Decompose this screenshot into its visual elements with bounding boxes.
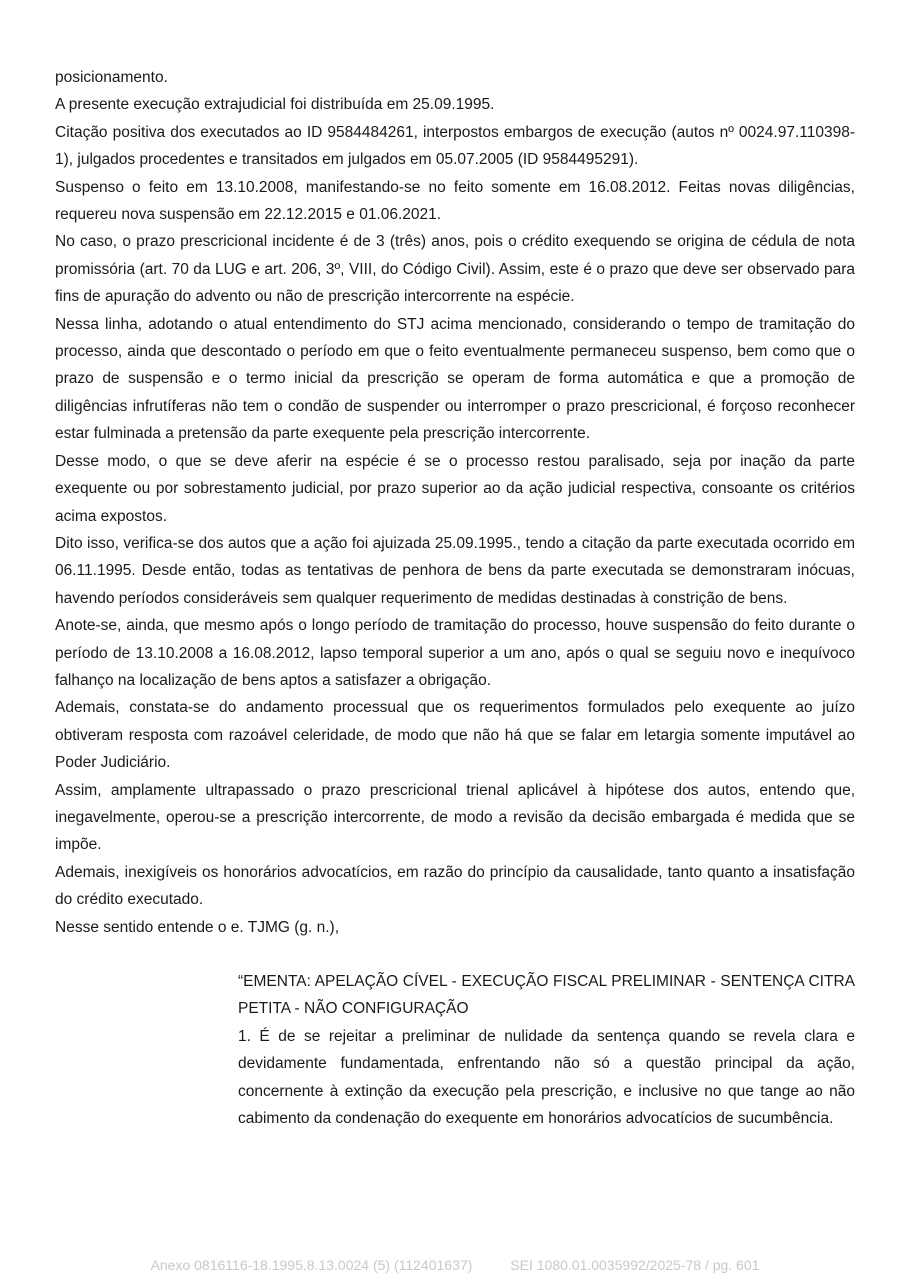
paragraph: No caso, o prazo prescricional incidente é de 3 (três) anos, pois o crédito exequendo se origina de cédula de nota promissória (art. 70 da LUG e art. 206, 3º, VIII, do Código Civil). Assim, este é o prazo que deve ser observado para fins de apuração do advento ou não de prescrição intercorrente na espécie. — [55, 233, 855, 306]
quote-paragraph: 1. É de se rejeitar a preliminar de nulidade da sentença quando se revela clara e devidamente fundamentada, enfrentando não só a questão principal da ação, concernente à extinção da execução pela prescrição, e inclusive no que tange ao não cabimento da condenação do exequente em honorários advocatícios de sucumbência. — [238, 1027, 855, 1128]
paragraph: Suspenso o feito em 13.10.2008, manifestando-se no feito somente em 16.08.2012. Feitas novas diligências, requereu nova suspensão em 22.12.2015 e 01.06.2021. — [55, 178, 855, 224]
paragraph: Assim, amplamente ultrapassado o prazo prescricional trienal aplicável à hipótese dos autos, entendo que, inegavelmente, operou-se a prescrição intercorrente, de modo a revisão da decisão embargada é medida que se impõe. — [55, 781, 855, 854]
page-footer — [0, 1257, 910, 1273]
paragraph: Anote-se, ainda, que mesmo após o longo período de tramitação do processo, houve suspensão do feito durante o período de 13.10.2008 a 16.08.2012, lapso temporal superior a um ano, após o qual se seguiu novo e inequívoco falhanço na localização de bens aptos a satisfazer a obrigação. — [55, 617, 855, 689]
paragraph: posicionamento. — [55, 69, 168, 86]
paragraph: A presente execução extrajudicial foi distribuída em 25.09.1995. — [55, 96, 495, 114]
footer-annex-reference: Anexo 0816116-18.1995.8.13.0024 (5) (112401637) — [150, 1257, 473, 1273]
block-quote — [238, 968, 855, 1132]
document-body — [55, 64, 855, 1132]
paragraph: Citação positiva dos executados ao ID 9584484261, interpostos embargos de execução (autos nº 0024.97.110398-1), julgados procedentes e transitados em julgados em 05.07.2005 (ID 9584495291). — [55, 123, 855, 169]
quote-heading: “EMENTA: APELAÇÃO CÍVEL - EXECUÇÃO FISCAL PRELIMINAR - SENTENÇA CITRA PETITA - NÃO CONFIGURAÇÃO — [238, 973, 855, 1018]
footer-sei-reference: SEI 1080.01.0035992/2025-78 / pg. 601 — [510, 1257, 760, 1273]
paragraph: Nesse sentido entende o e. TJMG (g. n.), — [55, 918, 340, 936]
paragraph: Ademais, inexigíveis os honorários advocatícios, em razão do princípio da causalidade, tanto quanto a insatisfação do crédito executado. — [55, 863, 855, 909]
paragraph: Ademais, constata-se do andamento processual que os requerimentos formulados pelo exequente ao juízo obtiveram resposta com razoável celeridade, de modo que não há que se falar em letargia somente imputável ao Poder Judiciário. — [55, 699, 855, 772]
paragraph: Nessa linha, adotando o atual entendimento do STJ acima mencionado, considerando o tempo de tramitação do processo, ainda que descontado o período em que o feito eventualmente permaneceu suspenso, bem como que o prazo de suspensão e o termo inicial da prescrição se operam de forma automática e que a promoção de diligências infrutíferas não tem o condão de suspender ou interromper o prazo prescricional, é forçoso reconhecer estar fulminada a pretensão da parte exequente pela prescrição intercorrente. — [55, 315, 855, 443]
paragraph: Desse modo, o que se deve aferir na espécie é se o processo restou paralisado, seja por inação da parte exequente ou por sobrestamento judicial, por prazo superior ao da ação judicial respectiva, consoante os critérios acima expostos. — [55, 452, 855, 525]
paragraph: Dito isso, verifica-se dos autos que a ação foi ajuizada 25.09.1995., tendo a citação da parte executada ocorrido em 06.11.1995. Desde então, todas as tentativas de penhora de bens da parte executada se demonstraram inócuas, havendo períodos consideráveis sem qualquer requerimento de medidas destinadas à constrição de bens. — [55, 534, 855, 607]
